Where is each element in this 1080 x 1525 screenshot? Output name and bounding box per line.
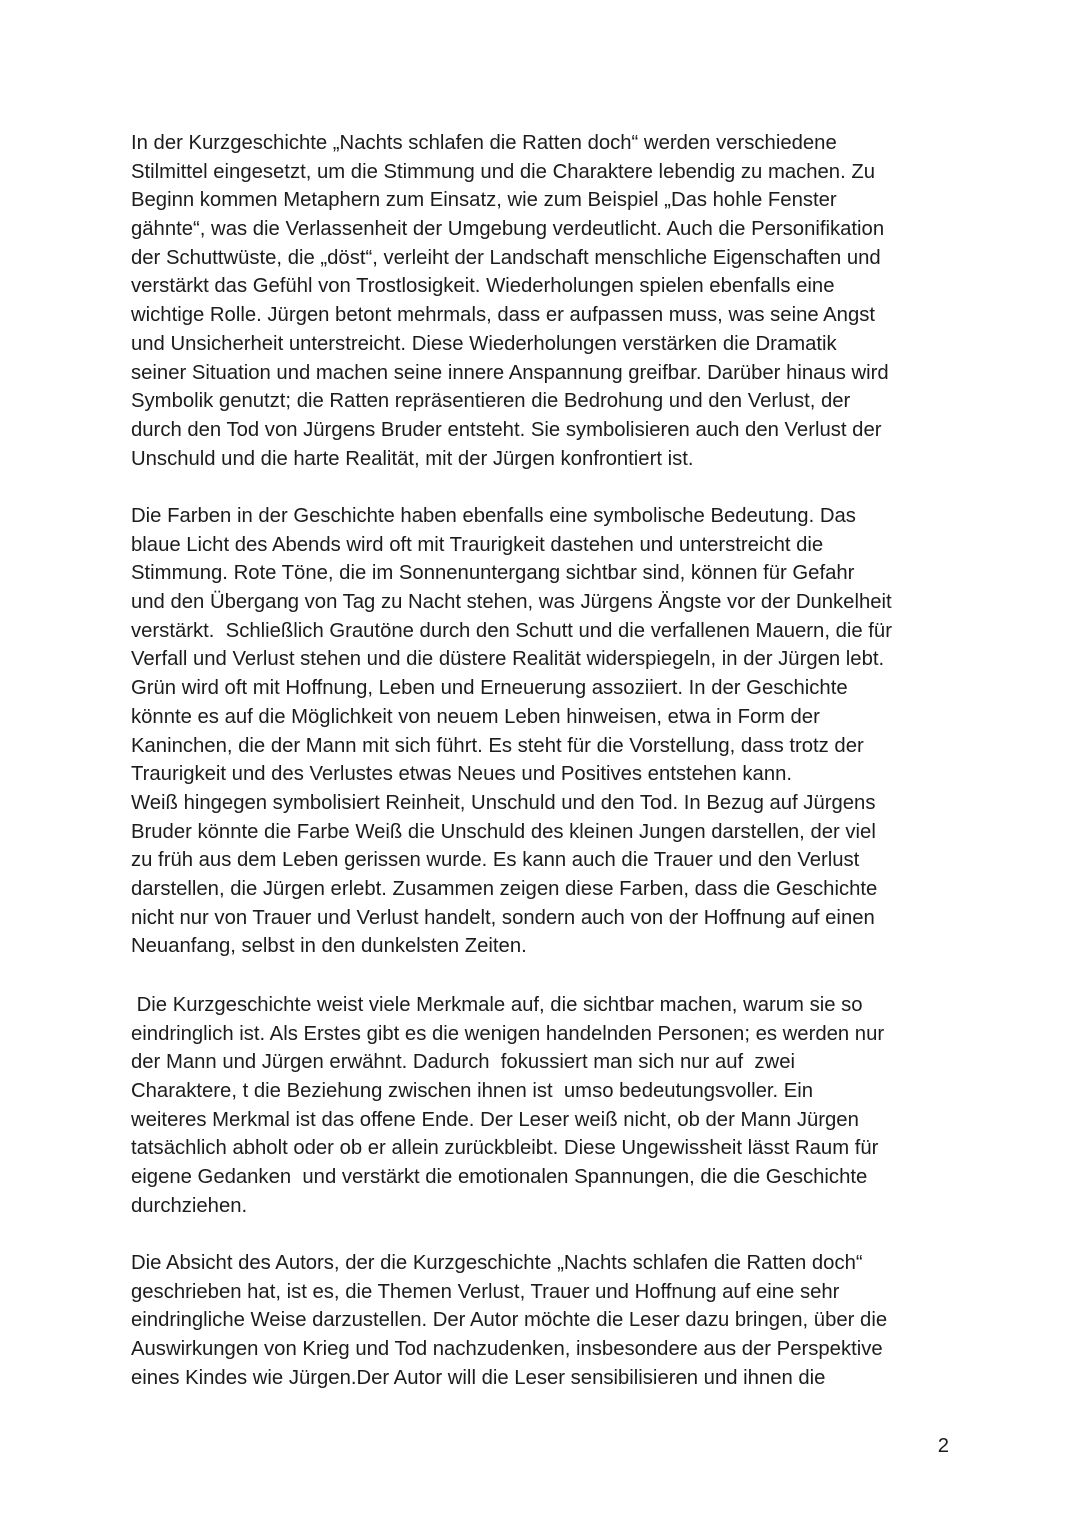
text-line: Die Farben in der Geschichte haben ebenfalls eine symbolische Bedeutung. Das [131,505,856,527]
text-line: Weiß hingegen symbolisiert Reinheit, Unschuld und den Tod. In Bezug auf Jürgens [131,791,876,814]
text-line: der Schuttwüste, die „döst“, verleiht der Landschaft menschliche Eigenschaften und [131,246,881,269]
text-line: Bruder könnte die Farbe Weiß die Unschuld des kleinen Jungen darstellen, der viel [131,820,876,843]
text-line: Unschuld und die harte Realität, mit der Jürgen konfrontiert ist. [131,447,694,470]
text-line: durch den Tod von Jürgens Bruder entsteht. Sie symbolisieren auch den Verlust der [131,418,882,441]
text-line: Kaninchen, die der Mann mit sich führt. Es steht für die Vorstellung, dass trotz der [131,734,864,757]
paragraph-farben [131,502,961,961]
text-line: Traurigkeit und des Verlustes etwas Neues und Positives entstehen kann. [131,763,793,786]
text-line: Auswirkungen von Krieg und Tod nachzudenken, insbesondere aus der Perspektive [131,1338,883,1361]
paragraph-stilmittel [131,129,961,473]
page-number: 2 [937,1435,949,1457]
text-line: der Mann und Jürgen erwähnt. Dadurch fokussiert man sich nur auf zwei [131,1051,795,1074]
text-line: verstärkt das Gefühl von Trostlosigkeit. Wiederholungen spielen ebenfalls eine [131,275,835,298]
text-line: eindringlich ist. Als Erstes gibt es die wenigen handelnden Personen; es werden nur [131,1022,885,1045]
text-line: eindringliche Weise darzustellen. Der Autor möchte die Leser dazu bringen, über die [131,1309,888,1332]
text-line: und Unsicherheit unterstreicht. Diese Wiederholungen verstärken die Dramatik [131,332,837,355]
text-line: nicht nur von Trauer und Verlust handelt, sondern auch von der Hoffnung auf einen [131,906,875,929]
text-line: gähnte“, was die Verlassenheit der Umgebung verdeutlicht. Auch die Personifikation [131,218,885,241]
text-line: blaue Licht des Abends wird oft mit Traurigkeit dastehen und unterstreicht die [131,533,824,556]
text-line: eigene Gedanken und verstärkt die emotionalen Spannungen, die die Geschichte [131,1166,868,1189]
text-line: Symbolik genutzt; die Ratten repräsentieren die Bedrohung und den Verlust, der [131,390,851,413]
text-line: weiteres Merkmal ist das offene Ende. Der Leser weiß nicht, ob der Mann Jürgen [131,1108,859,1131]
text-line: durchziehen. [131,1194,248,1217]
text-line: wichtige Rolle. Jürgen betont mehrmals, dass er aufpassen muss, was seine Angst [131,304,876,327]
text-line: verstärkt. Schließlich Grautöne durch den Schutt und die verfallenen Mauern, die für [131,619,892,642]
text-line: und den Übergang von Tag zu Nacht stehen, was Jürgens Ängste vor der Dunkelheit [131,591,892,614]
text-line: Grün wird oft mit Hoffnung, Leben und Erneuerung assoziiert. In der Geschichte [131,677,848,700]
text-line: könnte es auf die Möglichkeit von neuem Leben hinweisen, etwa in Form der [131,705,820,728]
text-line: tatsächlich abholt oder ob er allein zurückbleibt. Diese Ungewissheit lässt Raum für [131,1137,879,1160]
text-line: Die Kurzgeschichte weist viele Merkmale auf, die sichtbar machen, warum sie so [131,994,863,1016]
paragraph-merkmale [131,991,961,1221]
text-line: zu früh aus dem Leben gerissen wurde. Es kann auch die Trauer und den Verlust [131,849,860,872]
text-line: Stilmittel eingesetzt, um die Stimmung und die Charaktere lebendig zu machen. Zu [131,160,876,183]
text-line: Charaktere, t die Beziehung zwischen ihnen ist umso bedeutungsvoller. Ein [131,1080,814,1103]
text-line: Neuanfang, selbst in den dunkelsten Zeiten. [131,935,527,958]
paragraph-absicht [131,1249,961,1392]
text-line: seiner Situation und machen seine innere Anspannung greifbar. Darüber hinaus wird [131,361,889,384]
text-line: Die Absicht des Autors, der die Kurzgeschichte „Nachts schlafen die Ratten doch“ [131,1252,863,1274]
text-line: geschrieben hat, ist es, die Themen Verlust, Trauer und Hoffnung auf eine sehr [131,1280,840,1303]
text-line: Stimmung. Rote Töne, die im Sonnenuntergang sichtbar sind, können für Gefahr [131,562,855,585]
text-line: In der Kurzgeschichte „Nachts schlafen die Ratten doch“ werden verschiedene [131,132,837,154]
text-line: Beginn kommen Metaphern zum Einsatz, wie zum Beispiel „Das hohle Fenster [131,189,837,212]
text-line: Verfall und Verlust stehen und die düstere Realität widerspiegeln, in der Jürgen lebt. [131,648,885,671]
text-line: eines Kindes wie Jürgen.Der Autor will die Leser sensibilisieren und ihnen die [131,1366,826,1389]
text-line: darstellen, die Jürgen erlebt. Zusammen zeigen diese Farben, dass die Geschichte [131,877,878,900]
